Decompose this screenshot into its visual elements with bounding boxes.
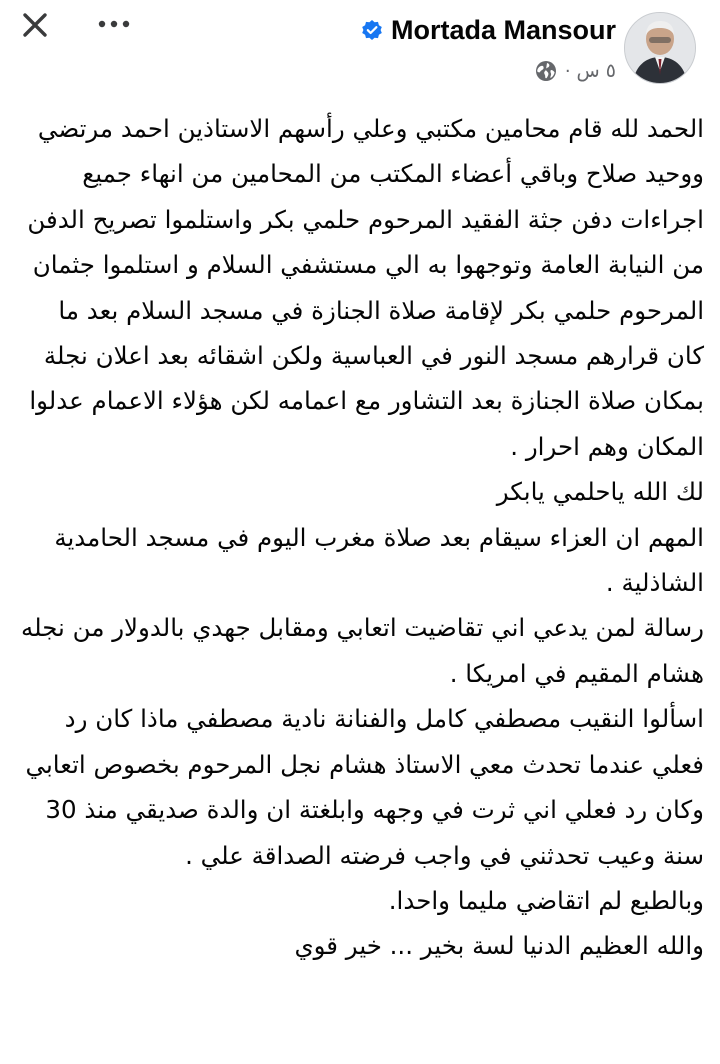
post-paragraph: رسالة لمن يدعي اني تقاضيت اتعابي ومقابل جهدي بالدولار من نجله هشام المقيم في امريكا .	[21, 613, 704, 688]
author-row	[361, 10, 616, 50]
post-paragraph: وبالطبع لم اتقاضي مليما واحدا.	[388, 885, 704, 915]
author-name[interactable]: Mortada Mansour	[390, 14, 616, 45]
verified-badge-icon	[361, 19, 383, 41]
post-time[interactable]: ٥ س	[576, 60, 616, 82]
author-avatar[interactable]	[624, 12, 696, 84]
post-paragraph: الحمد لله قام محامين مكتبي وعلي رأسهم الاستاذين احمد مرتضي ووحيد صلاح وباقي أعضاء المكتب من المحامين من انهاء جميع اجراءات دفن جثة الفقيد المرحوم حلمي بكر واستلموا تصريح الدفن من النيابة العامة وتوجهوا به الي مستشفي السلام و استلموا جثمان المرحوم حلمي بكر لإقامة صلاة الجنازة في مسجد السلام بعد ما كان قرارهم مسجد النور في العباسية ولكن اشقائه بعد اعلان نجلة بمكان صلاة الجنازة بعد التشاور مع اعمامه لكن هؤلاء الاعمام عدلوا المكان وهم احرار .	[27, 114, 704, 461]
post-header	[0, 0, 720, 100]
post-text	[16, 106, 704, 969]
post-paragraph: اسألوا النقيب مصطفي كامل والفنانة نادية مصطفي ماذا كان رد فعلي عندما تحدث معي الاستاذ هشام نجل المرحوم بخصوص اتعابي وكان رد فعلي اني ثرت في وجهه وابلغتة ان والدة صديقي منذ 30 سنة وعيب تحدثني في واجب فرضته الصداقة علي .	[25, 704, 704, 870]
post-meta	[535, 56, 616, 86]
meta-separator: ·	[564, 60, 571, 82]
more-options-icon	[97, 19, 131, 29]
post-paragraph: لك الله ياحلمي يابكر	[496, 477, 704, 507]
globe-icon[interactable]	[535, 60, 557, 82]
post-paragraph: والله العظيم الدنيا لسة بخير ... خير قوي	[294, 931, 704, 961]
close-button[interactable]	[18, 8, 52, 42]
more-options-button[interactable]	[92, 10, 136, 38]
post-paragraph: المهم ان العزاء سيقام بعد صلاة مغرب اليوم في مسجد الحامدية الشاذلية .	[54, 522, 704, 598]
close-icon	[22, 12, 48, 38]
